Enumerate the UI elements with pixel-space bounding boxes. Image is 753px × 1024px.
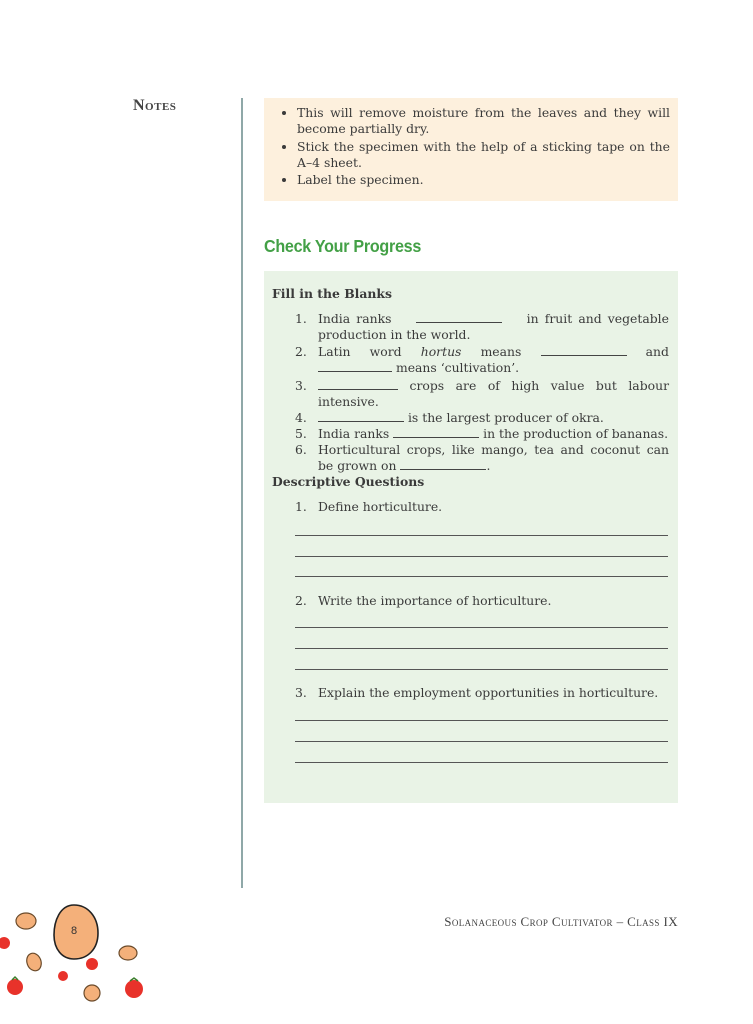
instruction-item: • Stick the specimen with the help of a sticking tape on the A–4 sheet. bbox=[297, 139, 670, 171]
answer-line[interactable] bbox=[295, 535, 668, 536]
answer-line[interactable] bbox=[295, 627, 668, 628]
list-item bbox=[295, 442, 669, 474]
potato-icon bbox=[84, 985, 100, 1001]
question-text: Define horticulture. bbox=[318, 499, 443, 514]
instructions-box bbox=[264, 98, 678, 201]
descriptive-heading: Descriptive Questions bbox=[272, 474, 425, 489]
section-title: Check Your Progress bbox=[264, 236, 422, 256]
item-emphasis: hortus bbox=[420, 344, 462, 359]
item-number: 2. bbox=[295, 344, 307, 359]
list-item bbox=[295, 344, 669, 376]
item-number: 3. bbox=[295, 685, 307, 700]
potato-icon bbox=[16, 913, 36, 929]
answer-line[interactable] bbox=[295, 762, 668, 763]
item-text: and bbox=[645, 344, 669, 359]
question-item bbox=[295, 685, 669, 701]
item-text: India ranks bbox=[318, 426, 390, 441]
item-text: means bbox=[480, 344, 522, 359]
fill-blanks-heading: Fill in the Blanks bbox=[272, 286, 392, 301]
item-number: 2. bbox=[295, 593, 307, 608]
answer-line[interactable] bbox=[295, 556, 668, 557]
item-number: 3. bbox=[295, 378, 307, 393]
blank-line bbox=[400, 459, 486, 470]
answer-line[interactable] bbox=[295, 669, 668, 670]
item-number: 6. bbox=[295, 442, 307, 457]
list-item bbox=[295, 410, 669, 426]
question-item bbox=[295, 499, 669, 515]
item-number: 1. bbox=[295, 499, 307, 514]
question-item bbox=[295, 593, 669, 609]
page-number-badge bbox=[52, 903, 100, 961]
blank-line bbox=[318, 361, 392, 372]
answer-line[interactable] bbox=[295, 720, 668, 721]
blank-line bbox=[318, 379, 398, 390]
tomato-icon bbox=[7, 979, 23, 995]
instructions-list bbox=[274, 105, 670, 188]
answer-line[interactable] bbox=[295, 576, 668, 577]
list-item bbox=[295, 311, 669, 343]
item-number: 5. bbox=[295, 426, 307, 441]
item-text: . bbox=[486, 458, 491, 473]
running-footer: Solanaceous Crop Cultivator – Class IX bbox=[444, 914, 678, 929]
potato-icon bbox=[24, 951, 43, 973]
item-text: India ranks bbox=[318, 311, 392, 326]
fill-blanks-list bbox=[295, 311, 669, 474]
blank-line bbox=[393, 427, 479, 438]
item-number: 1. bbox=[295, 311, 307, 326]
tomato-icon bbox=[125, 980, 143, 998]
tomato-icon bbox=[58, 971, 68, 981]
question-text: Write the importance of horticulture. bbox=[318, 593, 552, 608]
tomato-icon bbox=[0, 937, 10, 949]
progress-box bbox=[264, 271, 678, 803]
list-item bbox=[295, 426, 669, 442]
answer-line[interactable] bbox=[295, 741, 668, 742]
margin-divider bbox=[241, 98, 243, 888]
page-number: 8 bbox=[70, 925, 78, 937]
answer-line[interactable] bbox=[295, 648, 668, 649]
blank-line bbox=[416, 312, 502, 323]
instruction-item: • This will remove moisture from the leaves and they will become partially dry. bbox=[297, 105, 670, 137]
item-text: in fruit and vegetable production in the world. bbox=[318, 311, 669, 342]
item-text: Latin word bbox=[318, 344, 402, 359]
list-item bbox=[295, 378, 669, 410]
question-text: Explain the employment opportunities in horticulture. bbox=[318, 685, 659, 700]
item-text: means ‘cultivation’. bbox=[395, 360, 520, 375]
item-text: Horticultural crops, like mango, tea and coconut can be grown on bbox=[318, 442, 669, 473]
item-number: 4. bbox=[295, 410, 307, 425]
instruction-item: • Label the specimen. bbox=[297, 172, 670, 188]
item-text: in the production of bananas. bbox=[483, 426, 669, 441]
notes-margin-label: Notes bbox=[133, 97, 177, 114]
blank-line bbox=[318, 411, 404, 422]
potato-icon bbox=[119, 946, 137, 960]
blank-line bbox=[541, 345, 627, 356]
item-text: crops are of high value but labour intensive. bbox=[318, 378, 669, 409]
item-text: is the largest producer of okra. bbox=[407, 410, 604, 425]
